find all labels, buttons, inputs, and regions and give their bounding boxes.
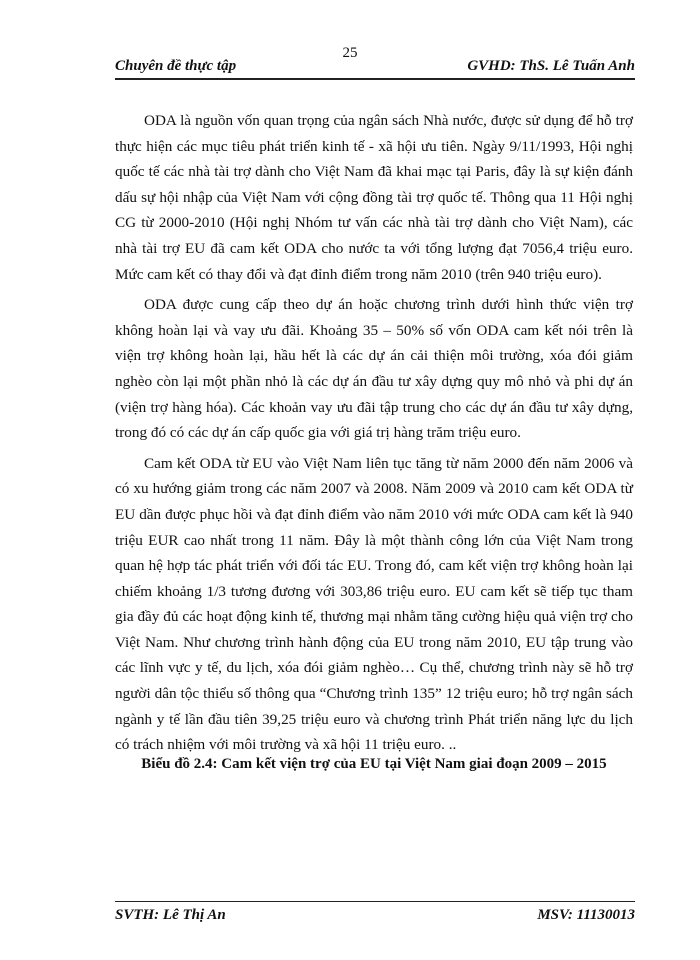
page-number: 25	[342, 45, 358, 61]
page-footer	[115, 901, 635, 926]
paragraph-oda-overview: ODA là nguồn vốn quan trọng của ngân sách Nhà nước, được sử dụng để hỗ trợ thực hiện các mục tiêu phát triển kinh tế - xã hội ưu tiên. Ngày 9/11/1993, Hội nghị quốc tế các nhà tài trợ dành cho Việt Nam đã khai mạc tại Paris, đây là sự kiện đánh dấu sự hội nhập của Việt Nam với cộng đồng tài trợ quốc tế. Thông qua 11 Hội nghị CG từ 2000-2010 (Hội nghị Nhóm tư vấn các nhà tài trợ dành cho Việt Nam), các nhà tài trợ EU đã cam kết ODA cho nước ta với tổng lượng đạt 7056,4 triệu euro. Mức cam kết có thay đổi và đạt đỉnh điểm trong năm 2010 (trên 940 triệu euro).	[115, 112, 633, 283]
paragraph-oda-forms: ODA được cung cấp theo dự án hoặc chương trình dưới hình thức viện trợ không hoàn lại và vay ưu đãi. Khoảng 35 – 50% số vốn ODA cam kết nói trên là viện trợ không hoàn lại, hầu hết là các dự án cải thiện môi trường, xóa đói giảm nghèo còn lại một phần nhỏ là các dự án đầu tư xây dựng quy mô nhỏ và phi dự án (viện trợ hàng hóa). Các khoản vay ưu đãi tập trung cho các dự án đầu tư xây dựng, trong đó có các dự án cấp quốc gia với giá trị hàng trăm triệu euro.	[115, 296, 633, 442]
page-header	[115, 58, 635, 80]
header-document-title: Chuyên đề thực tập	[115, 58, 237, 74]
paragraph-eu-commitment: Cam kết ODA từ EU vào Việt Nam liên tục tăng từ năm 2000 đến năm 2006 và có xu hướng giảm trong các năm 2007 và 2008. Năm 2009 và 2010 cam kết ODA từ EU dần được phục hồi và đạt đỉnh điểm vào năm 2010 với mức ODA cam kết là 940 triệu EUR cao nhất trong 11 năm. Đây là một thành công lớn của Việt Nam trong quan hệ hợp tác phát triển với đối tác EU. Trong đó, cam kết viện trợ không hoàn lại chiếm khoảng 1/3 tương đương với 303,86 triệu euro. EU cam kết sẽ tiếp tục tham gia đầy đủ các hoạt động kinh tế, thương mại nhằm tăng cường hiệu quả viện trợ cho Việt Nam. Như chương trình hành động của EU trong năm 2010, EU tập trung vào các lĩnh vực y tế, du lịch, xóa đói giảm nghèo… Cụ thể, chương trình này sẽ hỗ trợ người dân tộc thiểu số thông qua “Chương trình 135” 12 triệu euro; hỗ trợ ngân sách ngành y tế lần đầu tiên 39,25 triệu euro và chương trình Phát triển năng lực du lịch có trách nhiệm với môi trường và xã hội 11 triệu euro. ..	[115, 454, 633, 754]
footer-student-name: SVTH: Lê Thị An	[115, 907, 226, 923]
chart-caption: Biểu đồ 2.4: Cam kết viện trợ của EU tại Việt Nam giai đoạn 2009 – 2015	[141, 756, 607, 772]
header-supervisor: GVHD: ThS. Lê Tuấn Anh	[467, 58, 635, 74]
footer-student-id: MSV: 11130013	[537, 907, 635, 923]
body-text	[115, 108, 633, 763]
